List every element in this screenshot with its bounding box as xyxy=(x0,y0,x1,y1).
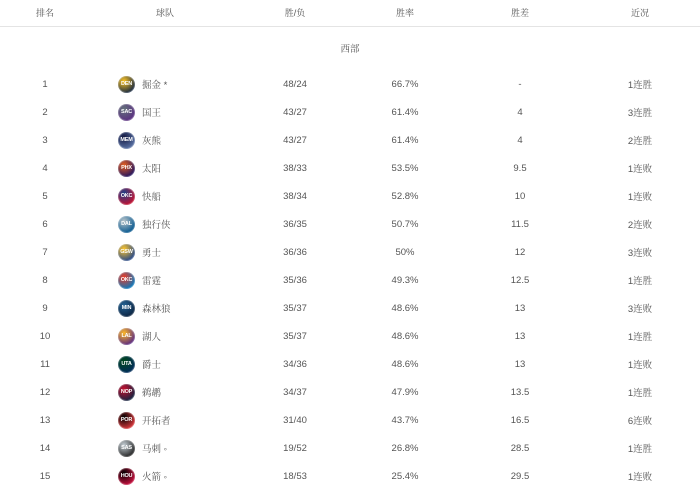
cell-win-pct: 66.7% xyxy=(350,70,460,98)
team-logo-icon: OKC xyxy=(118,188,135,205)
cell-record: 38/33 xyxy=(240,154,350,182)
cell-games-behind: 13 xyxy=(460,294,580,322)
cell-rank: 2 xyxy=(0,98,90,126)
team-logo-icon: POR xyxy=(118,412,135,429)
team-logo-icon: MEM xyxy=(118,132,135,149)
cell-win-pct: 50% xyxy=(350,238,460,266)
cell-games-behind: 16.5 xyxy=(460,406,580,434)
cell-win-pct: 25.4% xyxy=(350,462,460,490)
cell-rank: 4 xyxy=(0,154,90,182)
team-logo-icon: DEN xyxy=(118,76,135,93)
cell-rank: 10 xyxy=(0,322,90,350)
team-logo-icon: SAC xyxy=(118,104,135,121)
cell-streak: 2连败 xyxy=(580,210,700,238)
cell-games-behind: 12.5 xyxy=(460,266,580,294)
team-cell[interactable] xyxy=(90,182,240,210)
cell-games-behind: 12 xyxy=(460,238,580,266)
table-row[interactable] xyxy=(0,434,700,462)
cell-team[interactable] xyxy=(90,322,240,350)
team-cell[interactable] xyxy=(90,266,240,294)
cell-win-pct: 43.7% xyxy=(350,406,460,434)
table-row[interactable] xyxy=(0,406,700,434)
conference-section-header xyxy=(0,27,700,71)
table-row[interactable] xyxy=(0,182,700,210)
team-cell[interactable] xyxy=(90,406,240,434)
cell-record: 38/34 xyxy=(240,182,350,210)
cell-team[interactable] xyxy=(90,182,240,210)
team-cell[interactable] xyxy=(90,126,240,154)
cell-record: 34/36 xyxy=(240,350,350,378)
cell-record: 19/52 xyxy=(240,434,350,462)
cell-streak: 1连败 xyxy=(580,154,700,182)
cell-team[interactable] xyxy=(90,70,240,98)
table-row[interactable] xyxy=(0,154,700,182)
cell-games-behind: 9.5 xyxy=(460,154,580,182)
cell-team[interactable] xyxy=(90,126,240,154)
cell-streak: 1连败 xyxy=(580,462,700,490)
team-name: 火箭 ◦ xyxy=(142,469,167,483)
cell-rank: 3 xyxy=(0,126,90,154)
cell-team[interactable] xyxy=(90,266,240,294)
team-name: 太阳 xyxy=(142,161,161,175)
table-row[interactable] xyxy=(0,350,700,378)
team-logo-icon: MIN xyxy=(118,300,135,317)
cell-streak: 1连胜 xyxy=(580,70,700,98)
team-cell[interactable] xyxy=(90,238,240,266)
team-logo-icon: NOP xyxy=(118,384,135,401)
team-logo-icon: LAL xyxy=(118,328,135,345)
cell-streak: 3连胜 xyxy=(580,98,700,126)
team-name: 勇士 xyxy=(142,245,161,259)
column-header-record: 胜/负 xyxy=(240,0,350,27)
team-name: 开拓者 xyxy=(142,413,171,427)
cell-record: 36/36 xyxy=(240,238,350,266)
cell-streak: 1连败 xyxy=(580,350,700,378)
cell-games-behind: 29.5 xyxy=(460,462,580,490)
column-header-winpct: 胜率 xyxy=(350,0,460,27)
cell-win-pct: 53.5% xyxy=(350,154,460,182)
cell-record: 18/53 xyxy=(240,462,350,490)
cell-streak: 6连败 xyxy=(580,406,700,434)
team-logo-icon: UTA xyxy=(118,356,135,373)
team-cell[interactable] xyxy=(90,98,240,126)
cell-streak: 1连胜 xyxy=(580,266,700,294)
cell-games-behind: 13.5 xyxy=(460,378,580,406)
cell-team[interactable] xyxy=(90,350,240,378)
team-logo-icon: GSW xyxy=(118,244,135,261)
cell-record: 35/36 xyxy=(240,266,350,294)
cell-rank: 9 xyxy=(0,294,90,322)
team-logo-icon: OKC xyxy=(118,272,135,289)
cell-rank: 13 xyxy=(0,406,90,434)
cell-streak: 3连败 xyxy=(580,238,700,266)
cell-team[interactable] xyxy=(90,98,240,126)
team-cell[interactable] xyxy=(90,322,240,350)
team-name: 森林狼 xyxy=(142,301,171,315)
cell-streak: 1连败 xyxy=(580,182,700,210)
table-row[interactable] xyxy=(0,322,700,350)
cell-rank: 7 xyxy=(0,238,90,266)
table-row[interactable] xyxy=(0,238,700,266)
team-cell[interactable] xyxy=(90,154,240,182)
team-name: 国王 xyxy=(142,105,161,119)
header-row xyxy=(0,0,700,27)
cell-win-pct: 47.9% xyxy=(350,378,460,406)
cell-win-pct: 48.6% xyxy=(350,322,460,350)
team-logo-icon: PHX xyxy=(118,160,135,177)
cell-games-behind: 11.5 xyxy=(460,210,580,238)
team-name: 鹈鹕 xyxy=(142,385,161,399)
cell-record: 35/37 xyxy=(240,322,350,350)
team-name: 爵士 xyxy=(142,357,161,371)
cell-team[interactable] xyxy=(90,378,240,406)
team-name: 雷霆 xyxy=(142,273,161,287)
cell-rank: 5 xyxy=(0,182,90,210)
team-cell[interactable] xyxy=(90,350,240,378)
cell-record: 31/40 xyxy=(240,406,350,434)
cell-record: 48/24 xyxy=(240,70,350,98)
cell-rank: 1 xyxy=(0,70,90,98)
cell-games-behind: 28.5 xyxy=(460,434,580,462)
cell-rank: 15 xyxy=(0,462,90,490)
cell-team[interactable] xyxy=(90,434,240,462)
cell-team[interactable] xyxy=(90,154,240,182)
cell-games-behind: 4 xyxy=(460,126,580,154)
team-cell[interactable] xyxy=(90,434,240,462)
cell-win-pct: 61.4% xyxy=(350,126,460,154)
table-row[interactable] xyxy=(0,462,700,490)
table-body xyxy=(0,27,700,490)
cell-rank: 12 xyxy=(0,378,90,406)
team-logo-icon: SAS xyxy=(118,440,135,457)
team-cell[interactable] xyxy=(90,210,240,238)
table-header xyxy=(0,0,700,27)
team-name: 灰熊 xyxy=(142,133,161,147)
cell-win-pct: 26.8% xyxy=(350,434,460,462)
cell-streak: 1连胜 xyxy=(580,434,700,462)
table-row[interactable] xyxy=(0,98,700,126)
cell-rank: 6 xyxy=(0,210,90,238)
team-cell[interactable] xyxy=(90,462,240,490)
cell-win-pct: 52.8% xyxy=(350,182,460,210)
table-row[interactable] xyxy=(0,378,700,406)
cell-games-behind: 4 xyxy=(460,98,580,126)
cell-streak: 1连胜 xyxy=(580,322,700,350)
cell-games-behind: - xyxy=(460,70,580,98)
cell-win-pct: 50.7% xyxy=(350,210,460,238)
table-row[interactable] xyxy=(0,294,700,322)
cell-team[interactable] xyxy=(90,406,240,434)
cell-team[interactable] xyxy=(90,462,240,490)
team-name: 湖人 xyxy=(142,329,161,343)
cell-record: 34/37 xyxy=(240,378,350,406)
table-row[interactable] xyxy=(0,210,700,238)
team-cell[interactable] xyxy=(90,378,240,406)
team-logo-icon: HOU xyxy=(118,468,135,485)
cell-record: 36/35 xyxy=(240,210,350,238)
column-header-gb: 胜差 xyxy=(460,0,580,27)
cell-games-behind: 13 xyxy=(460,322,580,350)
team-name: 马刺 ◦ xyxy=(142,441,167,455)
cell-rank: 11 xyxy=(0,350,90,378)
cell-streak: 1连胜 xyxy=(580,378,700,406)
cell-rank: 8 xyxy=(0,266,90,294)
cell-win-pct: 48.6% xyxy=(350,350,460,378)
cell-team[interactable] xyxy=(90,210,240,238)
table-row[interactable] xyxy=(0,126,700,154)
cell-streak: 2连胜 xyxy=(580,126,700,154)
cell-win-pct: 61.4% xyxy=(350,98,460,126)
cell-team[interactable] xyxy=(90,238,240,266)
column-header-streak: 近况 xyxy=(580,0,700,27)
cell-streak: 3连败 xyxy=(580,294,700,322)
cell-record: 35/37 xyxy=(240,294,350,322)
cell-win-pct: 48.6% xyxy=(350,294,460,322)
column-header-rank: 排名 xyxy=(0,0,90,27)
cell-record: 43/27 xyxy=(240,98,350,126)
cell-team[interactable] xyxy=(90,294,240,322)
team-name: 独行侠 xyxy=(142,217,171,231)
conference-label: 西部 xyxy=(0,27,700,71)
team-name: 快船 xyxy=(142,189,161,203)
cell-games-behind: 13 xyxy=(460,350,580,378)
team-cell[interactable] xyxy=(90,294,240,322)
team-cell[interactable] xyxy=(90,70,240,98)
cell-record: 43/27 xyxy=(240,126,350,154)
team-name: 掘金 * xyxy=(142,77,167,91)
table-row[interactable] xyxy=(0,70,700,98)
team-logo-icon: DAL xyxy=(118,216,135,233)
column-header-team: 球队 xyxy=(90,0,240,27)
cell-games-behind: 10 xyxy=(460,182,580,210)
cell-rank: 14 xyxy=(0,434,90,462)
table-row[interactable] xyxy=(0,266,700,294)
cell-win-pct: 49.3% xyxy=(350,266,460,294)
